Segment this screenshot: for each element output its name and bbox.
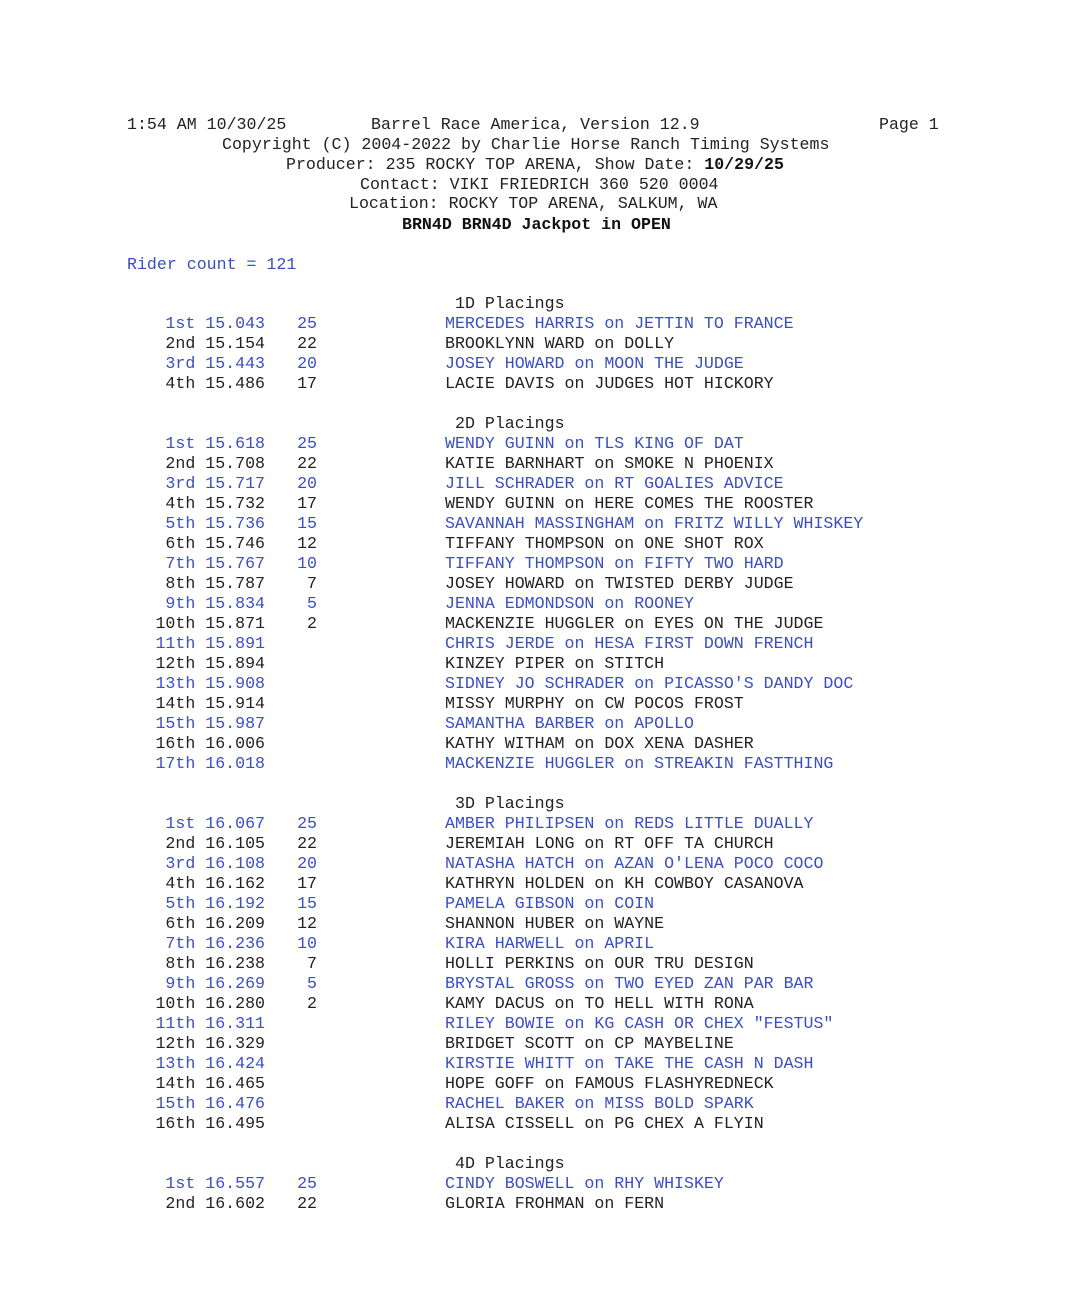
placing-time: 11th 15.891 <box>155 634 265 653</box>
rider-horse: KATHY WITHAM on DOX XENA DASHER <box>445 734 754 753</box>
rider-horse: MACKENZIE HUGGLER on EYES ON THE JUDGE <box>445 614 824 633</box>
rider-horse: SAMANTHA BARBER on APOLLO <box>445 714 694 733</box>
location: Location: ROCKY TOP ARENA, SALKUM, WA <box>349 194 718 213</box>
rider-horse: KIRSTIE WHITT on TAKE THE CASH N DASH <box>445 1054 814 1073</box>
app-title: Barrel Race America, Version 12.9 <box>371 115 700 134</box>
placing-time: 1st 15.618 <box>165 434 265 453</box>
rider-horse: KINZEY PIPER on STITCH <box>445 654 665 673</box>
rider-horse: KIRA HARWELL on APRIL <box>445 934 655 953</box>
rider-horse: JILL SCHRADER on RT GOALIES ADVICE <box>445 474 784 493</box>
rider-horse: ALISA CISSELL on PG CHEX A FLYIN <box>445 1114 764 1133</box>
placing-points: 10 <box>297 934 317 953</box>
placing-time: 3rd 15.717 <box>165 474 265 493</box>
placing-points: 10 <box>297 554 317 573</box>
placing-time: 15th 15.987 <box>155 714 265 733</box>
placing-time: 4th 15.732 <box>165 494 265 513</box>
rider-horse: AMBER PHILIPSEN on REDS LITTLE DUALLY <box>445 814 814 833</box>
show-date: 10/29/25 <box>704 155 784 174</box>
placing-points: 7 <box>307 954 317 973</box>
rider-horse: JEREMIAH LONG on RT OFF TA CHURCH <box>445 834 774 853</box>
placing-points: 25 <box>297 314 317 333</box>
rider-horse: TIFFANY THOMPSON on ONE SHOT ROX <box>445 534 764 553</box>
placing-time: 13th 15.908 <box>155 674 265 693</box>
rider-horse: GLORIA FROHMAN on FERN <box>445 1194 665 1213</box>
rider-horse: CINDY BOSWELL on RHY WHISKEY <box>445 1174 724 1193</box>
placing-time: 10th 15.871 <box>155 614 265 633</box>
event-title: BRN4D BRN4D Jackpot in OPEN <box>402 215 671 234</box>
copyright: Copyright (C) 2004-2022 by Charlie Horse Ranch Timing Systems <box>222 135 830 154</box>
placing-time: 6th 15.746 <box>165 534 265 553</box>
placing-time: 14th 15.914 <box>155 694 265 713</box>
rider-count: Rider count = 121 <box>127 255 297 274</box>
placing-points: 20 <box>297 474 317 493</box>
rider-horse: JENNA EDMONDSON on ROONEY <box>445 594 694 613</box>
placing-points: 25 <box>297 434 317 453</box>
placing-time: 2nd 15.154 <box>165 334 265 353</box>
placing-points: 25 <box>297 814 317 833</box>
rider-horse: MACKENZIE HUGGLER on STREAKIN FASTTHING <box>445 754 834 773</box>
rider-horse: SIDNEY JO SCHRADER on PICASSO'S DANDY DOC <box>445 674 854 693</box>
placing-time: 2nd 16.105 <box>165 834 265 853</box>
page-number: Page 1 <box>879 115 939 134</box>
placing-points: 17 <box>297 494 317 513</box>
section-title: 4D Placings <box>455 1154 565 1173</box>
placing-points: 2 <box>307 994 317 1013</box>
placing-time: 8th 16.238 <box>165 954 265 973</box>
placing-time: 5th 16.192 <box>165 894 265 913</box>
placing-time: 8th 15.787 <box>165 574 265 593</box>
placing-time: 2nd 15.708 <box>165 454 265 473</box>
placing-time: 10th 16.280 <box>155 994 265 1013</box>
rider-horse: PAMELA GIBSON on COIN <box>445 894 655 913</box>
section-title: 1D Placings <box>455 294 565 313</box>
placing-time: 2nd 16.602 <box>165 1194 265 1213</box>
placing-time: 14th 16.465 <box>155 1074 265 1093</box>
placing-time: 11th 16.311 <box>155 1014 265 1033</box>
placing-time: 3rd 16.108 <box>165 854 265 873</box>
section-title: 2D Placings <box>455 414 565 433</box>
placing-points: 15 <box>297 514 317 533</box>
placing-points: 15 <box>297 894 317 913</box>
rider-horse: KATHRYN HOLDEN on KH COWBOY CASANOVA <box>445 874 804 893</box>
placing-points: 17 <box>297 374 317 393</box>
timestamp: 1:54 AM 10/30/25 <box>127 115 287 134</box>
rider-horse: JOSEY HOWARD on TWISTED DERBY JUDGE <box>445 574 794 593</box>
rider-horse: HOPE GOFF on FAMOUS FLASHYREDNECK <box>445 1074 774 1093</box>
placing-time: 12th 15.894 <box>155 654 265 673</box>
placing-time: 5th 15.736 <box>165 514 265 533</box>
rider-horse: RACHEL BAKER on MISS BOLD SPARK <box>445 1094 754 1113</box>
rider-horse: SAVANNAH MASSINGHAM on FRITZ WILLY WHISKEY <box>445 514 864 533</box>
placing-points: 7 <box>307 574 317 593</box>
rider-horse: WENDY GUINN on HERE COMES THE ROOSTER <box>445 494 814 513</box>
rider-horse: NATASHA HATCH on AZAN O'LENA POCO COCO <box>445 854 824 873</box>
placing-time: 3rd 15.443 <box>165 354 265 373</box>
rider-horse: TIFFANY THOMPSON on FIFTY TWO HARD <box>445 554 784 573</box>
placing-time: 1st 15.043 <box>165 314 265 333</box>
placing-time: 4th 15.486 <box>165 374 265 393</box>
placing-time: 9th 15.834 <box>165 594 265 613</box>
contact: Contact: VIKI FRIEDRICH 360 520 0004 <box>360 175 719 194</box>
placing-points: 2 <box>307 614 317 633</box>
placing-points: 22 <box>297 1194 317 1213</box>
placing-points: 25 <box>297 1174 317 1193</box>
placing-time: 12th 16.329 <box>155 1034 265 1053</box>
placing-points: 20 <box>297 354 317 373</box>
placing-points: 5 <box>307 594 317 613</box>
placing-points: 22 <box>297 454 317 473</box>
rider-horse: KAMY DACUS on TO HELL WITH RONA <box>445 994 754 1013</box>
producer-text: Producer: 235 ROCKY TOP ARENA, Show Date: <box>286 155 695 174</box>
placing-points: 22 <box>297 834 317 853</box>
placing-points: 12 <box>297 914 317 933</box>
placing-time: 13th 16.424 <box>155 1054 265 1073</box>
placing-time: 15th 16.476 <box>155 1094 265 1113</box>
placing-time: 6th 16.209 <box>165 914 265 933</box>
rider-horse: WENDY GUINN on TLS KING OF DAT <box>445 434 744 453</box>
rider-horse: BRIDGET SCOTT on CP MAYBELINE <box>445 1034 734 1053</box>
rider-horse: BROOKLYNN WARD on DOLLY <box>445 334 675 353</box>
rider-horse: RILEY BOWIE on KG CASH OR CHEX "FESTUS" <box>445 1014 834 1033</box>
placing-time: 1st 16.557 <box>165 1174 265 1193</box>
rider-horse: KATIE BARNHART on SMOKE N PHOENIX <box>445 454 774 473</box>
rider-horse: SHANNON HUBER on WAYNE <box>445 914 665 933</box>
placing-time: 17th 16.018 <box>155 754 265 773</box>
rider-horse: CHRIS JERDE on HESA FIRST DOWN FRENCH <box>445 634 814 653</box>
rider-horse: MERCEDES HARRIS on JETTIN TO FRANCE <box>445 314 794 333</box>
placing-points: 12 <box>297 534 317 553</box>
placing-time: 1st 16.067 <box>165 814 265 833</box>
rider-horse: JOSEY HOWARD on MOON THE JUDGE <box>445 354 744 373</box>
placing-points: 17 <box>297 874 317 893</box>
placing-points: 20 <box>297 854 317 873</box>
rider-horse: LACIE DAVIS on JUDGES HOT HICKORY <box>445 374 774 393</box>
section-title: 3D Placings <box>455 794 565 813</box>
placing-time: 7th 16.236 <box>165 934 265 953</box>
placing-time: 16th 16.495 <box>155 1114 265 1133</box>
rider-horse: MISSY MURPHY on CW POCOS FROST <box>445 694 744 713</box>
placing-points: 5 <box>307 974 317 993</box>
placing-points: 22 <box>297 334 317 353</box>
rider-horse: HOLLI PERKINS on OUR TRU DESIGN <box>445 954 754 973</box>
producer-line <box>286 155 784 175</box>
placing-time: 7th 15.767 <box>165 554 265 573</box>
placing-time: 16th 16.006 <box>155 734 265 753</box>
rider-horse: BRYSTAL GROSS on TWO EYED ZAN PAR BAR <box>445 974 814 993</box>
placing-time: 9th 16.269 <box>165 974 265 993</box>
placing-time: 4th 16.162 <box>165 874 265 893</box>
